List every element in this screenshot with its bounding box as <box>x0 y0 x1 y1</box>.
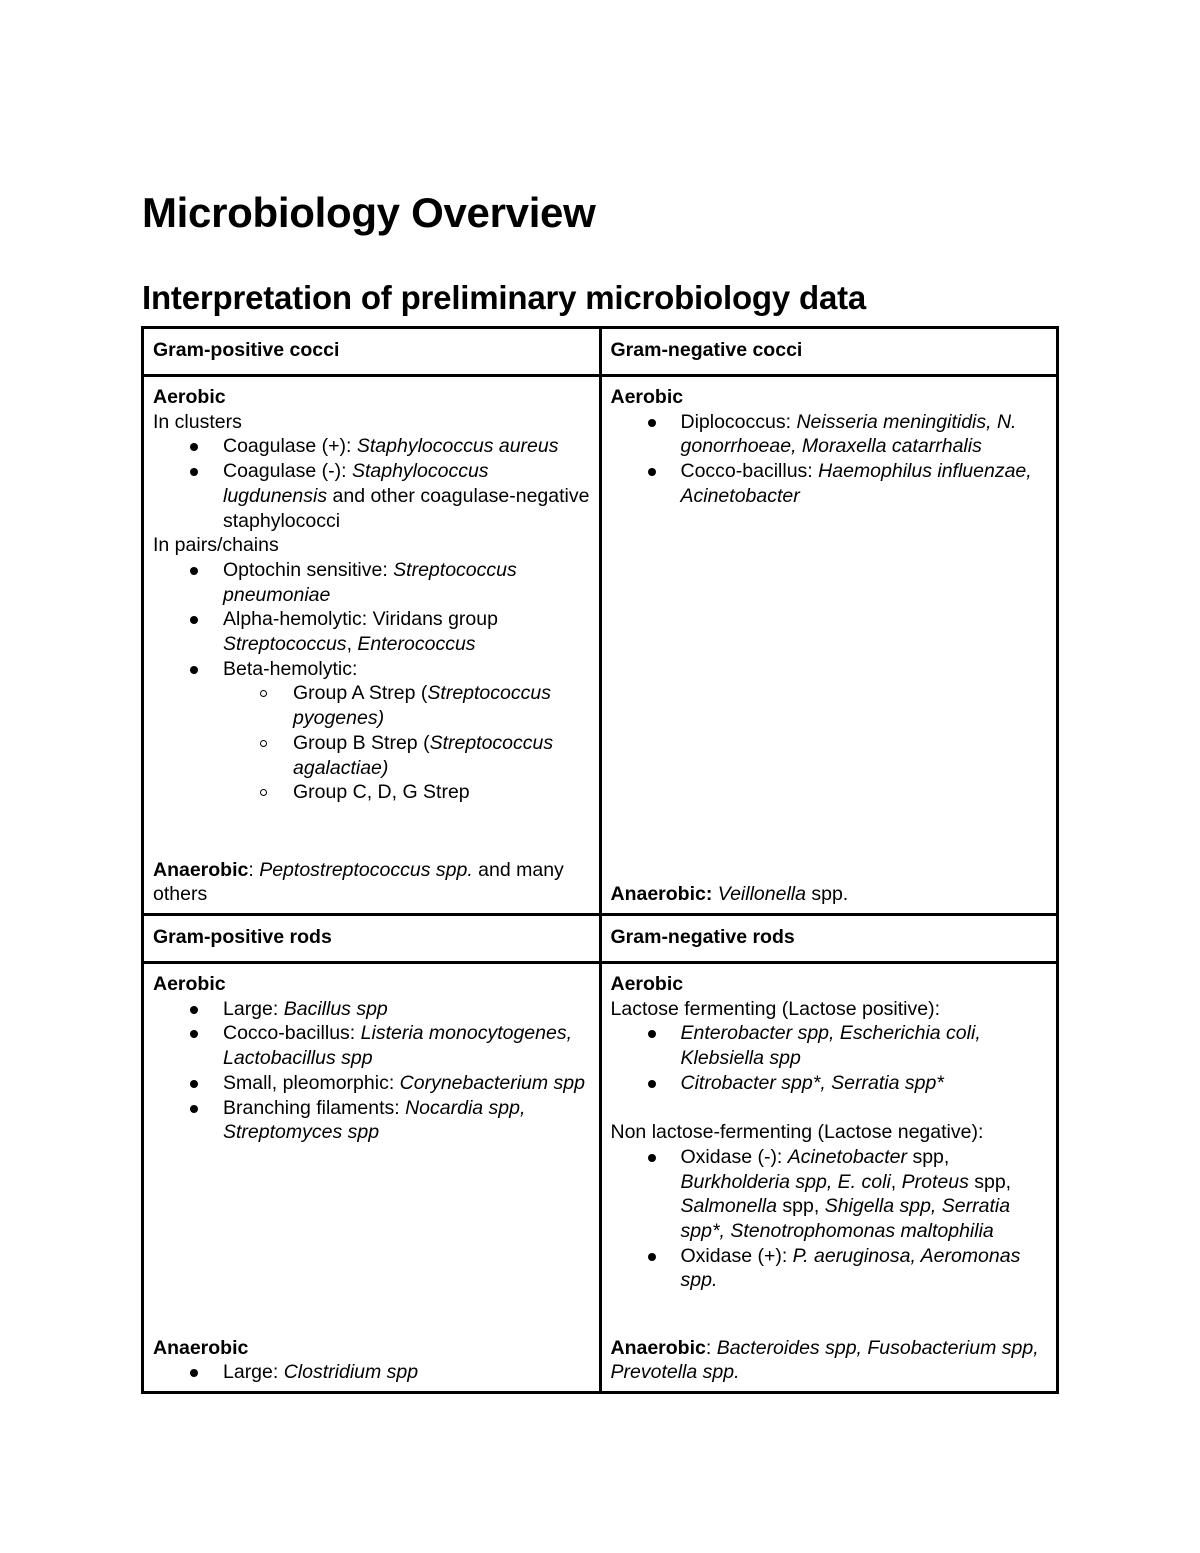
header-gram-positive-rods: Gram-positive rods <box>143 915 601 963</box>
gn-cocci-list <box>611 410 1049 509</box>
list-item: Beta-hemolytic: Group A Strep (Streptococcus pyogenes) Group B Strep (Streptococcus agalactiae) Group C, D, G Strep <box>223 657 591 805</box>
list-item: Cocco-bacillus: Listeria monocytogenes, Lactobacillus spp <box>223 1021 591 1070</box>
list-item: Enterobacter spp, Escherichia coli, Klebsiella spp <box>681 1021 1049 1070</box>
list-item: Cocco-bacillus: Haemophilus influenzae, Acinetobacter <box>681 459 1049 508</box>
cell-gram-positive-cocci <box>143 376 601 915</box>
lactose-positive-list <box>611 1021 1049 1095</box>
cell-gram-positive-rods <box>143 963 601 1393</box>
list-item: Branching filaments: Nocardia spp, Streptomyces spp <box>223 1096 591 1145</box>
aerobic-label: Aerobic <box>153 386 226 408</box>
list-item: Optochin sensitive: Streptococcus pneumoniae <box>223 558 591 607</box>
clusters-list <box>153 434 591 533</box>
anaerobic-note: Anaerobic: Veillonella spp. <box>610 883 849 906</box>
anaerobic-note: Anaerobic: Peptostreptococcus spp. and many others <box>153 858 564 906</box>
list-item: Coagulase (-): Staphylococcus lugdunensis and other coagulase-negative staphylococci <box>223 460 590 532</box>
header-gram-negative-rods: Gram-negative rods <box>600 915 1058 963</box>
header-gram-negative-cocci: Gram-negative cocci <box>600 328 1058 376</box>
list-item: Large: Clostridium spp <box>223 1360 591 1385</box>
section-title: Interpretation of preliminary microbiology data <box>142 279 867 316</box>
header-row-rods <box>143 915 1058 963</box>
header-row-cocci <box>143 328 1058 376</box>
list-item: Group C, D, G Strep <box>293 780 591 805</box>
lactose-positive-label: Lactose fermenting (Lactose positive): <box>610 997 941 1020</box>
content-row-cocci <box>143 376 1058 915</box>
aerobic-label: Aerobic <box>610 973 684 995</box>
list-item: Group A Strep (Streptococcus pyogenes) <box>293 681 591 730</box>
cell-gram-negative-cocci <box>600 376 1058 915</box>
header-gram-positive-cocci: Gram-positive cocci <box>143 328 601 376</box>
pairs-list <box>153 558 591 805</box>
list-item: Oxidase (-): Acinetobacter spp, Burkholderia spp, E. coli, Proteus spp, Salmonella spp, Shigella spp, Serratia spp*, Stenotrophomonas maltophilia <box>681 1145 1049 1244</box>
content-row-rods <box>143 963 1058 1393</box>
pairs-label: In pairs/chains <box>153 534 279 557</box>
gp-rods-list <box>153 997 591 1145</box>
clusters-label: In clusters <box>153 410 242 433</box>
anaerobic-note: Anaerobic: Bacteroides spp, Fusobacterium spp, Prevotella spp. <box>610 1336 1039 1384</box>
list-item: Group B Strep (Streptococcus agalactiae) <box>293 731 591 780</box>
aerobic-label: Aerobic <box>153 973 226 995</box>
aerobic-label: Aerobic <box>610 386 684 408</box>
beta-sublist <box>223 681 591 805</box>
list-item: Coagulase (+): Staphylococcus aureus <box>223 434 591 459</box>
page-title: Microbiology Overview <box>142 189 596 236</box>
gp-rods-anaerobic-list <box>153 1360 591 1385</box>
list-item: Oxidase (+): P. aeruginosa, Aeromonas spp. <box>681 1244 1049 1293</box>
anaerobic-note: Anaerobic Large: Clostridium spp <box>153 1336 591 1385</box>
list-item: Diplococcus: Neisseria meningitidis, N. gonorrhoeae, Moraxella catarrhalis <box>681 410 1049 459</box>
lactose-negative-list <box>611 1145 1049 1293</box>
list-item: Small, pleomorphic: Corynebacterium spp <box>223 1071 591 1096</box>
list-item: Large: Bacillus spp <box>223 997 591 1022</box>
cell-gram-negative-rods <box>600 963 1058 1393</box>
list-item: Citrobacter spp*, Serratia spp* <box>681 1071 1049 1096</box>
list-item: Alpha-hemolytic: Viridans group Streptococcus, Enterococcus <box>223 607 591 656</box>
microbiology-table <box>141 326 1059 1394</box>
lactose-negative-label: Non lactose-fermenting (Lactose negative): <box>610 1121 984 1144</box>
